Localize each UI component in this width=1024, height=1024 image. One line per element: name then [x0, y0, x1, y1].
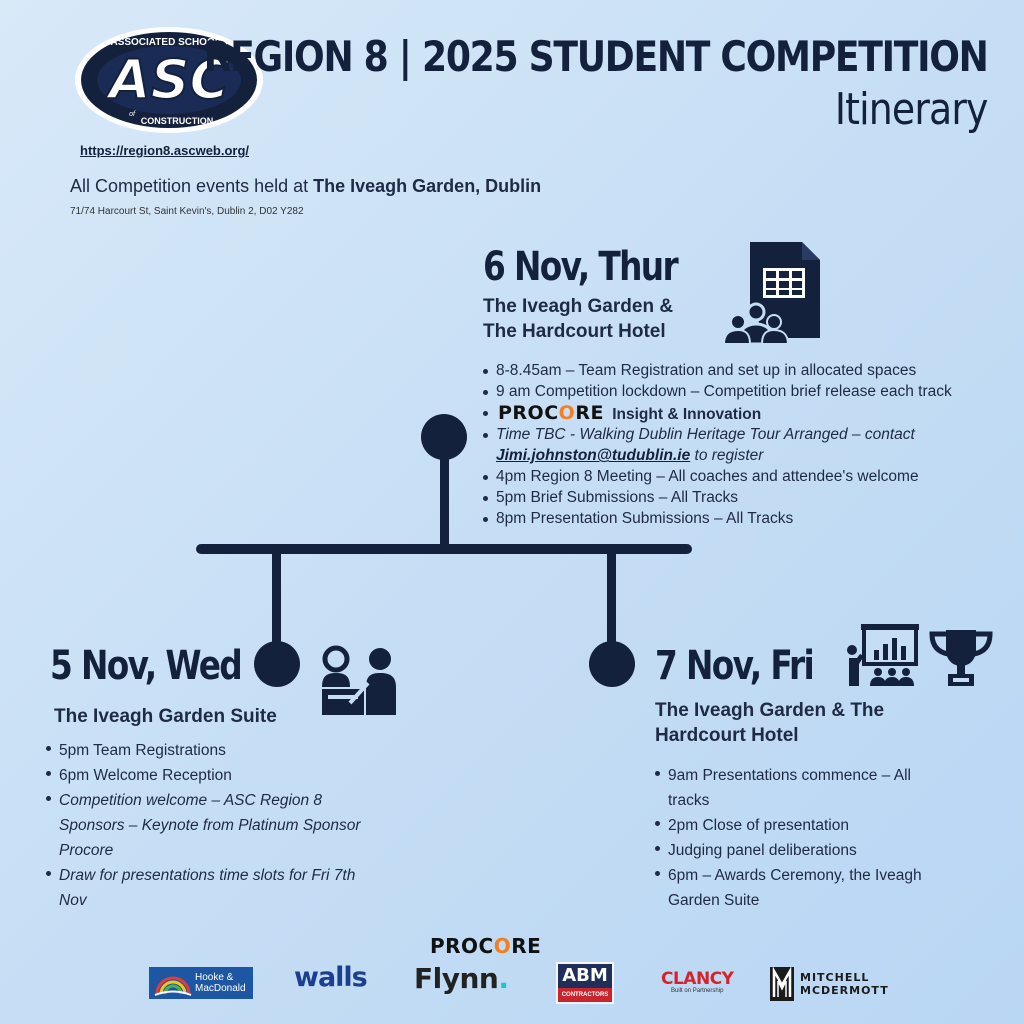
sponsor-hooke-macdonald-logo	[149, 967, 253, 999]
rainbow-icon	[153, 968, 193, 998]
contact-email-link[interactable]: Jimi.johnston@tudublin.ie	[496, 447, 691, 465]
list-item: 5pm Team Registrations	[46, 738, 386, 763]
day-title-thu: 6 Nov, Thur	[483, 244, 678, 290]
abm-sub-text: CONTRACTORS	[561, 992, 609, 998]
venue-intro: All Competition events held at	[70, 176, 314, 196]
list-item: 9am Presentations commence – All tracks	[655, 763, 955, 813]
trophy-icon	[928, 628, 994, 688]
clancy-sub-text: Built on Partnership	[671, 988, 724, 994]
procore-session-label: Insight & Innovation	[612, 405, 762, 423]
day-venue-thu-line2: The Hardcourt Hotel	[483, 321, 666, 342]
clancy-main-text: CLANCY	[661, 969, 734, 989]
flynn-dot-icon: .	[498, 962, 509, 995]
list-item: 4pm Region 8 Meeting – All coaches and attendee's welcome	[483, 467, 1013, 488]
day-venue-thu-line1: The Iveagh Garden &	[483, 296, 674, 317]
sponsor-walls-logo: walls	[294, 962, 367, 993]
procore-brand	[498, 402, 604, 424]
list-item: 5pm Brief Submissions – All Tracks	[483, 488, 1013, 509]
sponsor-mitchell-mcdermott-logo	[770, 967, 889, 1001]
page-subtitle: Itinerary	[835, 84, 988, 135]
day-venue-wed: The Iveagh Garden Suite	[54, 706, 277, 727]
list-item: Competition welcome – ASC Region 8 Sponsors – Keynote from Platinum Sponsor Procore	[46, 788, 386, 863]
procore-brand-text: PROCORE	[498, 401, 604, 424]
reception-desk-icon	[320, 645, 400, 717]
timeline-dot-wed	[254, 641, 300, 687]
logo-main-text: ASC	[108, 48, 230, 111]
logo-of-text: of	[129, 111, 135, 118]
day-items-thu	[483, 361, 1013, 529]
region-site-link[interactable]: https://region8.ascweb.org/	[80, 143, 250, 158]
logo-bottom-text: CONSTRUCTION	[140, 116, 214, 126]
abm-main-text: ABM	[558, 964, 612, 988]
list-item: 8-8.45am – Team Registration and set up in allocated spaces	[483, 361, 1013, 382]
list-item: 2pm Close of presentation	[655, 813, 955, 838]
day-venue-fri-line2: Hardcourt Hotel	[655, 725, 799, 746]
mitchell-line1: MITCHELL	[800, 971, 870, 984]
flynn-text: Flynn	[414, 962, 499, 995]
document-team-icon	[720, 240, 822, 346]
day-items-fri	[655, 763, 955, 913]
list-item: 6pm Welcome Reception	[46, 763, 386, 788]
venue-name: The Iveagh Garden, Dublin	[313, 176, 542, 196]
day-venue-fri	[655, 698, 884, 748]
logo-top-text: ASSOCIATED SCHOOLS	[110, 37, 228, 48]
list-item: Judging panel deliberations	[655, 838, 955, 863]
list-item	[483, 403, 1013, 426]
timeline-dot-fri	[589, 641, 635, 687]
list-item: 8pm Presentation Submissions – All Tracks	[483, 509, 1013, 530]
day-title-fri: 7 Nov, Fri	[655, 643, 814, 689]
hooke-line2: MacDonald	[195, 983, 246, 994]
list-item: Draw for presentations time slots for Fri 7th Nov	[46, 863, 386, 913]
heritage-tour-suffix: to register	[690, 447, 764, 465]
list-item	[483, 425, 1013, 467]
sponsor-procore-logo: PROCORE	[430, 934, 542, 958]
heritage-tour-text: Time TBC - Walking Dublin Heritage Tour Arranged – contact	[496, 426, 915, 444]
day-venue-thu	[483, 294, 673, 344]
day-items-wed	[46, 738, 386, 913]
mitchell-line2: MCDERMOTT	[800, 984, 889, 997]
hooke-line1: Hooke &	[195, 972, 234, 983]
timeline-dot-thu	[421, 414, 467, 460]
sponsor-clancy-logo	[661, 970, 733, 994]
presentation-icon	[844, 624, 920, 688]
day-venue-fri-line1: The Iveagh Garden & The	[655, 700, 885, 721]
venue-address: 71/74 Harcourt St, Saint Kevin's, Dublin 2, D02 Y282	[70, 206, 304, 217]
list-item: 9 am Competition lockdown – Competition brief release each track	[483, 382, 1013, 403]
day-title-wed: 5 Nov, Wed	[50, 643, 242, 689]
sponsor-abm-logo	[556, 962, 614, 1004]
mm-monogram-icon	[770, 967, 794, 1001]
venue-statement	[70, 176, 541, 197]
list-item: 6pm – Awards Ceremony, the Iveagh Garden Suite	[655, 863, 955, 913]
sponsor-flynn-logo	[414, 962, 508, 995]
page-title: REGION 8 | 2025 STUDENT COMPETITION	[204, 32, 988, 81]
